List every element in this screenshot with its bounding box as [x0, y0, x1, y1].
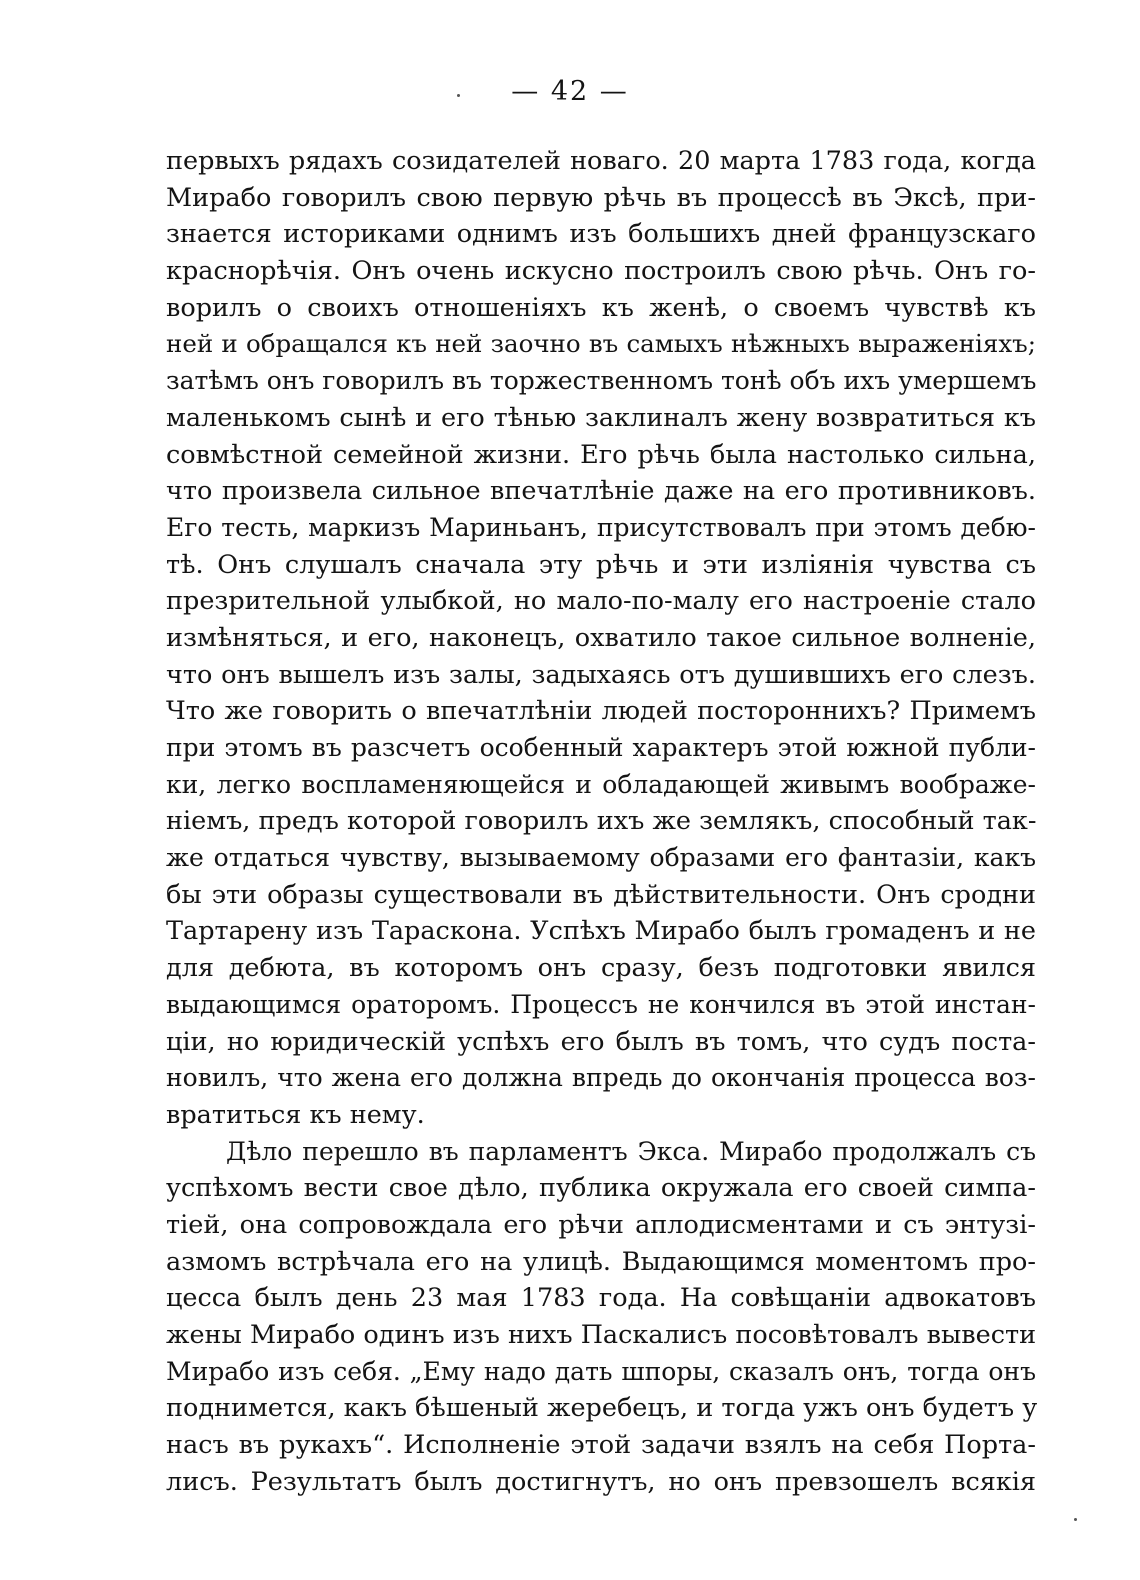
text-line: маленькомъ сынѣ и его тѣнью заклиналъ жену возвратиться къ	[166, 402, 1036, 433]
paragraph	[166, 1134, 1036, 1501]
text-line: знается историками однимъ изъ большихъ дней французскаго	[166, 219, 1036, 250]
text-line: ней и обращался къ ней заочно въ самыхъ нѣжныхъ выраженіяхъ;	[166, 329, 1036, 359]
text-line: Мирабо изъ себя. „Ему надо дать шпоры, сказалъ онъ, тогда онъ	[166, 1356, 1036, 1386]
text-line: тіей, она сопровождала его рѣчи аплодисментами и съ энтузі-	[166, 1209, 1036, 1240]
text-line: первыхъ рядахъ созидателей новаго. 20 марта 1783 года, когда	[166, 146, 1036, 176]
text-line: затѣмъ онъ говорилъ въ торжественномъ тонѣ объ ихъ умершемъ	[166, 366, 1037, 396]
text-line: ніемъ, предъ которой говорилъ ихъ же землякъ, способный так-	[166, 806, 1037, 837]
text-line: Его тесть, маркизъ Мариньанъ, присутствовалъ при этомъ дебю-	[166, 512, 1036, 542]
text-line: Дѣло перешло въ парламентъ Экса. Мирабо продолжалъ съ	[226, 1136, 1036, 1166]
text-line: же отдаться чувству, вызываемому образами его фантазіи, какъ	[166, 843, 1036, 873]
text-line: выдающимся ораторомъ. Процессъ не кончился въ этой инстан-	[166, 989, 1036, 1019]
text-line: бы эти образы существовали въ дѣйствительности. Онъ сродни	[166, 879, 1036, 910]
text-line: цесса былъ день 23 мая 1783 года. На совѣщаніи адвокатовъ	[166, 1283, 1036, 1314]
text-line: Мирабо говорилъ свою первую рѣчь въ процессѣ въ Эксѣ, при-	[166, 182, 1036, 213]
text-line: Что же говорить о впечатлѣніи людей постороннихъ? Примемъ	[166, 696, 1036, 727]
text-line: Тартарену изъ Тараскона. Успѣхъ Мирабо былъ громаденъ и не	[166, 916, 1036, 947]
text-line: поднимется, какъ бѣшеный жеребецъ, и тогда ужъ онъ будетъ у	[166, 1393, 1038, 1424]
body-text	[166, 143, 1036, 1500]
text-line: краснорѣчія. Онъ очень искусно построилъ свою рѣчь. Онъ го-	[166, 256, 1036, 287]
text-line: измѣняться, и его, наконецъ, охватило такое сильное волненіе,	[166, 622, 1036, 653]
text-line: насъ въ рукахъ“. Исполненіе этой задачи взялъ на себя Порта-	[166, 1430, 1036, 1461]
text-line: что произвела сильное впечатлѣніе даже на его противниковъ.	[166, 476, 1036, 507]
scan-speck	[457, 94, 460, 97]
text-line: совмѣстной семейной жизни. Его рѣчь была настолько сильна,	[166, 439, 1036, 470]
text-line: ціи, но юридическій успѣхъ его былъ въ томъ, что судъ поста-	[166, 1026, 1036, 1057]
text-line: ки, легко воспламеняющейся и обладающей живымъ воображе-	[166, 769, 1036, 799]
page-number: — 42 —	[511, 76, 629, 107]
text-line: новилъ, что жена его должна впредь до окончанія процесса воз-	[166, 1063, 1036, 1093]
text-line: тѣ. Онъ слушалъ сначала эту рѣчь и эти изліянія чувства съ	[166, 549, 1036, 580]
text-line: для дебюта, въ которомъ онъ сразу, безъ подготовки явился	[166, 953, 1036, 984]
text-line: презрительной улыбкой, но мало-по-малу его настроеніе стало	[166, 586, 1036, 617]
text-line: вратиться къ нему.	[166, 1099, 425, 1130]
text-line: лисъ. Результатъ былъ достигнутъ, но онъ превзошелъ всякія	[166, 1466, 1036, 1497]
scan-speck	[1074, 1518, 1077, 1521]
text-line: жены Мирабо одинъ изъ нихъ Паскалисъ посовѣтовалъ вывести	[166, 1320, 1037, 1350]
text-line: успѣхомъ вести свое дѣло, публика окружала его своей симпа-	[166, 1173, 1036, 1204]
text-line: азмомъ встрѣчала его на улицѣ. Выдающимся моментомъ про-	[166, 1246, 1036, 1277]
paragraph	[166, 143, 1036, 1134]
text-line: ворилъ о своихъ отношеніяхъ къ женѣ, о своемъ чувствѣ къ	[166, 292, 1036, 323]
text-line: что онъ вышелъ изъ залы, задыхаясь отъ душившихъ его слезъ.	[166, 659, 1036, 690]
text-line: при этомъ въ разсчетъ особенный характеръ этой южной публи-	[166, 733, 1036, 762]
